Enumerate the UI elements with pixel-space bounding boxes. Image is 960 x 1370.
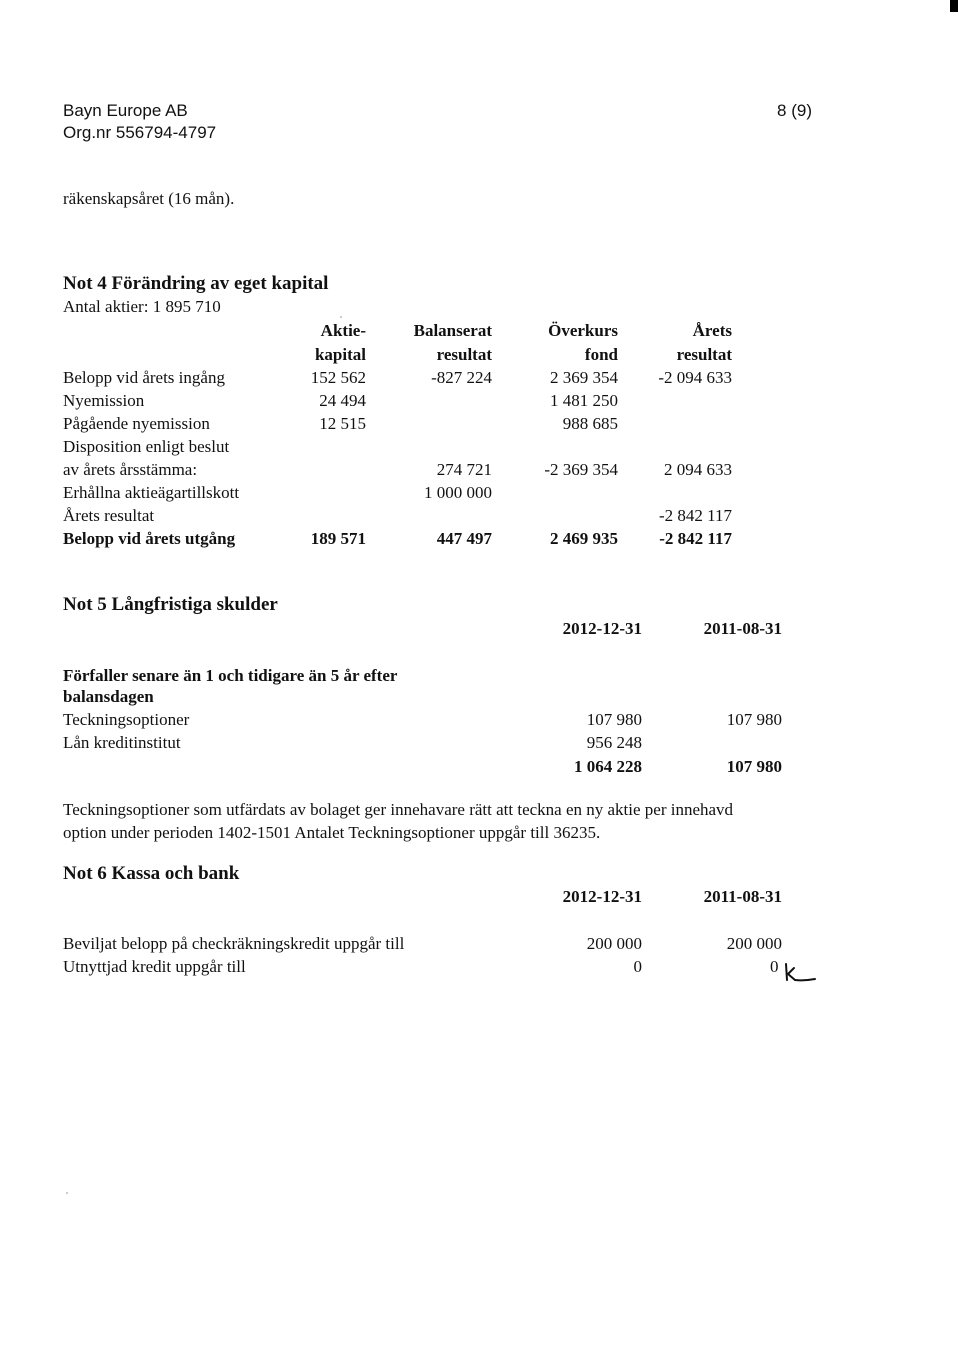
note4-col-header: Årets — [692, 321, 732, 340]
row-label: Pågående nyemission — [63, 414, 210, 433]
note4-col-header: Överkurs — [548, 321, 618, 340]
cell-value: 12 515 — [319, 414, 366, 433]
note6-title: Not 6 Kassa och bank — [63, 863, 240, 884]
cell-value: 200 000 — [726, 934, 782, 953]
row-label: Teckningsoptioner — [63, 710, 190, 729]
note4-col-header: fond — [584, 345, 618, 364]
note6-col1-header: 2012-12-31 — [562, 887, 642, 906]
cell-value: 447 497 — [436, 529, 492, 548]
note4-col-header: resultat — [676, 345, 732, 364]
cell-value: 0 — [633, 957, 642, 976]
row-label: Utnyttjad kredit uppgår till — [63, 957, 246, 976]
cell-value: 152 562 — [310, 368, 366, 387]
note6-col2-header: 2011-08-31 — [703, 887, 782, 906]
cell-value: 274 721 — [436, 460, 492, 479]
cell-value: 2 369 354 — [550, 368, 618, 387]
scan-speck — [340, 316, 342, 318]
note4-title: Not 4 Förändring av eget kapital — [63, 273, 329, 294]
note5-col2-header: 2011-08-31 — [703, 619, 782, 638]
note5-group-label: balansdagen — [63, 687, 154, 706]
row-label: av årets årsstämma: — [63, 460, 198, 479]
handwritten-initials — [782, 960, 818, 984]
row-label: Beviljat belopp på checkräkningskredit uppgår till — [63, 934, 405, 953]
cell-value: 2 469 935 — [550, 529, 618, 548]
cell-value: 200 000 — [586, 934, 642, 953]
cell-value: -2 842 117 — [658, 506, 732, 525]
row-label: Belopp vid årets ingång — [63, 368, 225, 387]
cell-value: 107 980 — [586, 710, 642, 729]
row-label: Nyemission — [63, 391, 145, 410]
note4-col-header: Aktie- — [320, 321, 366, 340]
intro-text: räkenskapsåret (16 mån). — [63, 189, 235, 208]
org-number: Org.nr 556794-4797 — [63, 123, 217, 142]
cell-value: -827 224 — [431, 368, 492, 387]
cell-value: 1 000 000 — [424, 483, 492, 502]
scan-mark — [950, 0, 958, 12]
row-label: Belopp vid årets utgång — [63, 529, 236, 548]
cell-value: 956 248 — [586, 733, 642, 752]
cell-value: 189 571 — [310, 529, 366, 548]
cell-value: 0 — [770, 957, 779, 976]
cell-value: 24 494 — [319, 391, 366, 410]
cell-value: 107 980 — [726, 710, 782, 729]
row-label: Årets resultat — [63, 506, 155, 525]
cell-value: 1 481 250 — [550, 391, 618, 410]
scan-speck — [66, 1192, 68, 1194]
row-label: Erhållna aktieägartillskott — [63, 483, 240, 502]
row-label: Disposition enligt beslut — [63, 437, 230, 456]
note4-col-header: resultat — [436, 345, 492, 364]
cell-value: -2 369 354 — [544, 460, 618, 479]
cell-value: 107 980 — [726, 757, 782, 776]
cell-value: 1 064 228 — [574, 757, 642, 776]
note4-col-header: kapital — [314, 345, 366, 364]
row-label: Lån kreditinstitut — [63, 733, 181, 752]
note5-title: Not 5 Långfristiga skulder — [63, 594, 278, 615]
note4-col-header: Balanserat — [413, 321, 492, 340]
note4-shares: Antal aktier: 1 895 710 — [63, 297, 221, 316]
note5-group-label: Förfaller senare än 1 och tidigare än 5 år efter — [63, 666, 398, 685]
note5-text: Teckningsoptioner som utfärdats av bolaget ger innehavare rätt att teckna en ny aktie per innehavd — [63, 800, 734, 819]
note5-col1-header: 2012-12-31 — [562, 619, 642, 638]
note5-text: option under perioden 1402-1501 Antalet Teckningsoptioner uppgår till 36235. — [63, 823, 601, 842]
cell-value: 2 094 633 — [664, 460, 732, 479]
page-number: 8 (9) — [777, 101, 812, 120]
cell-value: 988 685 — [562, 414, 618, 433]
company-name: Bayn Europe AB — [63, 101, 188, 120]
cell-value: -2 094 633 — [658, 368, 732, 387]
cell-value: -2 842 117 — [659, 529, 732, 548]
